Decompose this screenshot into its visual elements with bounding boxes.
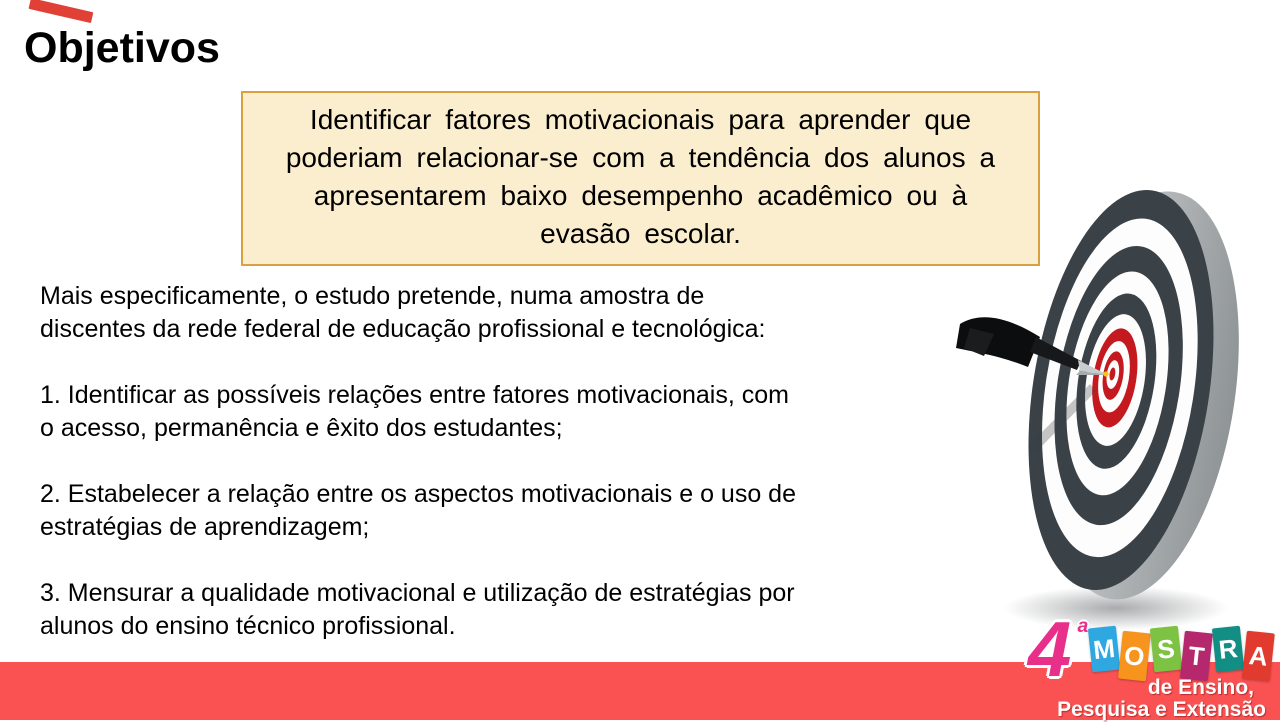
logo-letter-tile: M: [1088, 626, 1120, 673]
text-line: 3. Mensurar a qualidade motivacional e utilização de estratégias por: [40, 579, 795, 607]
text-line: 1. Identificar as possíveis relações entre fatores motivacionais, com: [40, 381, 789, 409]
corner-accent-shape: [29, 0, 94, 23]
text-line: 2. Estabelecer a relação entre os aspectos motivacionais e o uso de: [40, 480, 796, 508]
mostra-logo: [1028, 605, 1280, 721]
text-line: Mais especificamente, o estudo pretende, numa amostra de: [40, 282, 705, 310]
logo-number: 4: [1028, 605, 1072, 693]
board-rings: [1002, 175, 1266, 614]
logo-letter-tile: T: [1180, 631, 1213, 682]
text-line: estratégias de aprendizagem;: [40, 513, 370, 541]
highlight-line: Identificar fatores motivacionais para aprender que: [309, 104, 972, 135]
logo-letter-tile: R: [1212, 626, 1244, 673]
body-text: [40, 280, 900, 676]
logo-letter-tile: S: [1150, 626, 1182, 673]
objective-item-3: [40, 577, 900, 643]
text-line: o acesso, permanência e êxito dos estudantes;: [40, 414, 563, 442]
objective-highlight-box: [241, 91, 1040, 266]
logo-ordinal: ª: [1076, 616, 1088, 649]
logo-word-mostra: [1090, 626, 1273, 674]
page-title: Objetivos: [24, 24, 220, 72]
highlight-line: poderiam relacionar-se com a tendência dos alunos a: [285, 142, 996, 173]
logo-letter-tile: O: [1118, 631, 1151, 682]
logo-subtitle-line1: de Ensino,: [1147, 676, 1254, 699]
dart-glint: [1103, 371, 1108, 376]
dartboard-image: [940, 168, 1280, 638]
logo-letter-tile: A: [1242, 631, 1275, 682]
text-line: discentes da rede federal de educação profissional e tecnológica:: [40, 315, 766, 343]
intro-paragraph: [40, 280, 900, 346]
objective-item-2: [40, 478, 900, 544]
highlight-line: apresentarem baixo desempenho acadêmico ou à: [313, 180, 968, 211]
highlight-line: evasão escolar.: [540, 218, 741, 249]
objective-item-1: [40, 379, 900, 445]
text-line: alunos do ensino técnico profissional.: [40, 612, 456, 640]
logo-subtitle-line2: Pesquisa e Extensão: [1057, 698, 1266, 721]
